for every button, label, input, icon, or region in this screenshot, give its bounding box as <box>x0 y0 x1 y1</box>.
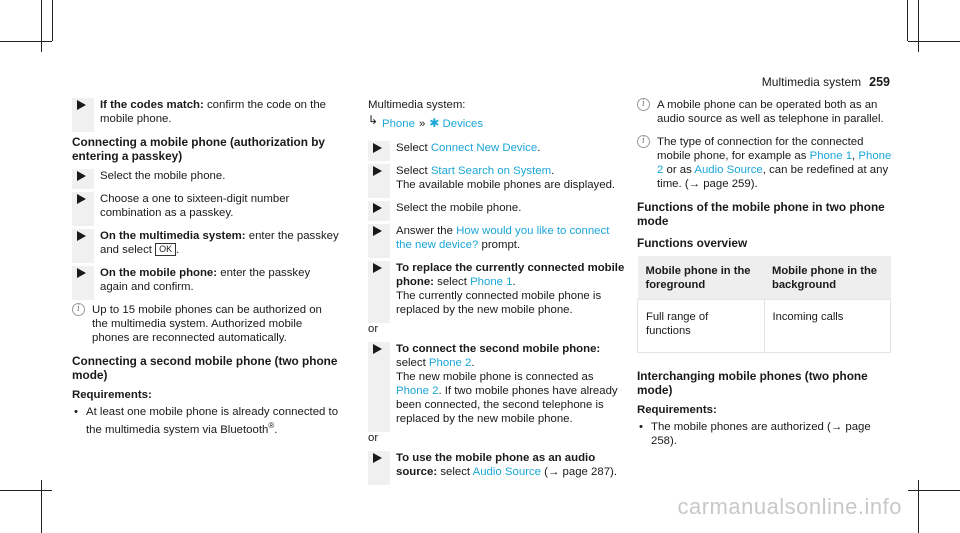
step-arrow-icon <box>77 171 86 181</box>
functions-table <box>637 256 891 353</box>
crop-mark <box>918 480 919 533</box>
step-arrow-icon <box>373 263 382 273</box>
info-note: i The type of connection for the connected mobile phone, for example as Phone 1, Phone 2 or as Audio Source, can be redefined at any time. (→ page 259). <box>637 135 897 191</box>
column-middle <box>368 98 626 488</box>
step-arrow-icon <box>373 226 382 236</box>
menu-path: ↳ Phone » ✱ Devices <box>368 113 484 130</box>
step-arrow-icon <box>373 166 382 176</box>
step-arrow-icon <box>77 100 86 110</box>
section-heading: Connecting a mobile phone (authorization by entering a passkey) <box>72 135 325 163</box>
section-heading: Functions of the mobile phone in two phone mode <box>637 200 885 228</box>
crop-mark <box>918 0 919 52</box>
step-arrow-icon <box>373 143 382 153</box>
crop-mark <box>0 41 52 42</box>
step-arrow-icon <box>77 268 86 278</box>
crop-mark <box>907 0 908 41</box>
ok-key-icon: OK <box>155 243 176 256</box>
page-header <box>762 75 890 89</box>
step: Answer the How would you like to connect the new device? prompt. <box>368 224 626 252</box>
step: On the mobile phone: enter the passkey again and confirm. <box>72 266 340 294</box>
step-arrow-icon <box>77 194 86 204</box>
list-item: • The mobile phones are authorized (→ page 258). <box>637 420 897 448</box>
info-icon: i <box>72 303 85 316</box>
step: On the multimedia system: enter the passkey and select OK . <box>72 229 340 257</box>
info-icon: i <box>637 135 650 148</box>
or-text: or <box>368 432 379 444</box>
requirements-label: Requirements: <box>72 389 152 401</box>
step-arrow-icon <box>373 453 382 463</box>
crop-mark <box>41 480 42 533</box>
section-heading: Functions overview <box>637 236 748 250</box>
or-text: or <box>368 323 379 335</box>
step: Select the mobile phone. <box>368 201 626 215</box>
return-arrow-icon: ↳ <box>368 113 379 127</box>
crop-mark <box>52 0 53 41</box>
crop-mark <box>908 41 960 42</box>
section-heading: Interchanging mobile phones (two phone mode) <box>637 369 868 397</box>
crop-mark <box>41 0 42 52</box>
step: To replace the currently connected mobile phone: select Phone 1. The currently connected mobile phone is replaced by the new mobile phone. <box>368 261 626 317</box>
table-header-row <box>638 256 891 300</box>
step-arrow-icon <box>77 231 86 241</box>
crop-mark <box>0 490 52 491</box>
step-arrow-icon <box>373 203 382 213</box>
step: Select Connect New Device. <box>368 141 626 155</box>
bluetooth-icon: ✱ <box>429 116 440 130</box>
info-note: i Up to 15 mobile phones can be authorized on the multimedia system. Authorized mobile phones are reconnected automatically. <box>72 303 340 345</box>
section-title: Multimedia system <box>761 75 862 89</box>
page-number: 259 <box>869 75 890 89</box>
column-left <box>72 98 340 441</box>
table-cell: Incoming calls <box>764 300 891 353</box>
table-row <box>638 300 891 353</box>
info-icon: i <box>637 98 650 111</box>
step: To connect the second mobile phone: select Phone 2. The new mobile phone is connected as Phone 2. If two mobile phones have already been connected, the second telephone is replaced by the new mobile phone. <box>368 342 626 426</box>
step: Select Start Search on System. The available mobile phones are displayed. <box>368 164 626 192</box>
step: To use the mobile phone as an audio source: select Audio Source (→ page 287). <box>368 451 626 479</box>
section-heading: Connecting a second mobile phone (two phone mode) <box>72 354 338 382</box>
step: Choose a one to sixteen-digit number combination as a passkey. <box>72 192 340 220</box>
step: Select the mobile phone. <box>72 169 340 183</box>
table-header: Mobile phone in the foreground <box>638 256 765 300</box>
step: If the codes match: confirm the code on the mobile phone. <box>72 98 340 126</box>
intro-text: Multimedia system: <box>368 99 466 111</box>
info-note: i A mobile phone can be operated both as an audio source as well as telephone in parallel. <box>637 98 897 126</box>
list-item: • At least one mobile phone is already connected to the multimedia system via Bluetooth®. <box>72 405 340 437</box>
crop-mark <box>908 490 960 491</box>
table-cell: Full range of functions <box>638 300 765 353</box>
requirements-label: Requirements: <box>637 404 717 416</box>
table-header: Mobile phone in the background <box>764 256 891 300</box>
column-right <box>637 98 897 452</box>
watermark: carmanualsonline.info <box>677 494 902 519</box>
step-arrow-icon <box>373 344 382 354</box>
